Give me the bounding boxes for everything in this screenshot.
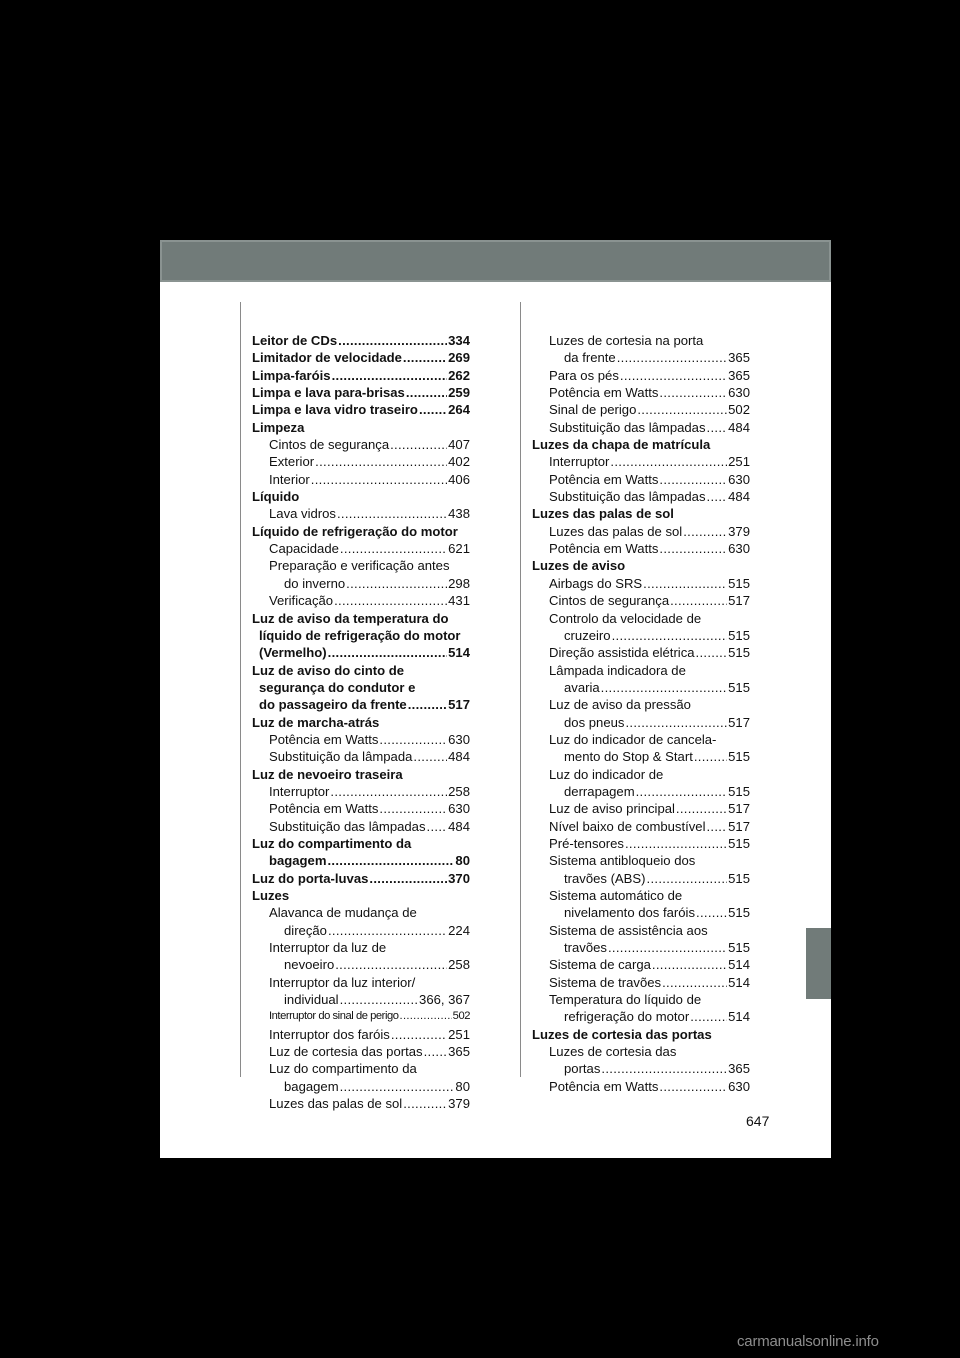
dot-leader: [335, 956, 447, 973]
entry-page-ref: 630: [728, 471, 750, 487]
entry-term: Sistema de travões: [549, 974, 662, 990]
entry-term: Exterior: [269, 454, 315, 470]
manual-page: [160, 240, 831, 1158]
entry-page-ref: 334: [448, 333, 470, 348]
index-entry: [252, 1008, 470, 1025]
dot-leader: [620, 367, 727, 384]
dot-leader: [340, 540, 447, 557]
index-subheading: Preparação e verificação antes: [269, 558, 450, 574]
dot-leader: [328, 644, 447, 661]
index-subheading: Lâmpada indicadora de: [549, 662, 686, 678]
entry-term: mento do Stop & Start: [564, 749, 693, 765]
dot-leader: [408, 696, 447, 713]
index-entry: [532, 1008, 750, 1025]
index-entry: [252, 1043, 470, 1060]
entry-term: Potência em Watts: [549, 385, 659, 401]
entry-page-ref: 514: [448, 645, 470, 661]
index-heading: Líquido de refrigeração do motor: [252, 523, 458, 539]
index-entry: [532, 627, 750, 644]
dot-leader: [706, 818, 727, 835]
entry-page-ref: 80: [455, 1078, 470, 1094]
entry-term: Cintos de segurança: [269, 437, 390, 453]
index-heading: Luzes de aviso: [532, 558, 626, 574]
dot-leader: [332, 367, 448, 384]
entry-page-ref: 630: [448, 801, 470, 817]
entry-term: Para os pés: [549, 367, 619, 383]
entry-page-ref: 515: [728, 940, 750, 956]
dot-leader: [369, 870, 447, 887]
entry-term: (Vermelho): [259, 645, 327, 661]
index-entry: [532, 384, 750, 401]
dot-leader: [659, 384, 727, 401]
entry-page-ref: 514: [728, 974, 750, 990]
entry-page-ref: 515: [728, 679, 750, 695]
entry-term: Luz de aviso principal: [549, 801, 675, 817]
index-entry: [532, 540, 750, 557]
entry-page-ref: 515: [728, 645, 750, 661]
dot-leader: [694, 748, 727, 765]
dot-leader: [413, 748, 447, 765]
index-entry: [252, 575, 470, 592]
dot-leader: [696, 904, 727, 921]
dot-leader: [379, 800, 447, 817]
entry-page-ref: 407: [448, 437, 470, 453]
entry-term: Limitador de velocidade: [252, 350, 402, 366]
index-entry: [252, 748, 470, 765]
entry-page-ref: 502: [728, 402, 750, 418]
index-heading: segurança do condutor e: [259, 679, 416, 695]
index-entry: [532, 800, 750, 817]
entry-page-ref: 517: [728, 714, 750, 730]
dot-leader: [637, 401, 727, 418]
index-entry: [532, 956, 750, 973]
index-heading: Luzes da chapa de matrícula: [532, 437, 711, 453]
entry-term: Lava vidros: [269, 506, 336, 522]
dot-leader: [652, 956, 727, 973]
entry-page-ref: 379: [448, 1096, 470, 1112]
entry-page-ref: 224: [448, 922, 470, 938]
entry-page-ref: 630: [728, 385, 750, 401]
index-subheading: Sistema antibloqueio dos: [549, 853, 696, 869]
dot-leader: [690, 1008, 727, 1025]
index-heading: Luz de aviso do cinto de: [252, 662, 405, 678]
entry-page-ref: 298: [448, 575, 470, 591]
dot-leader: [625, 714, 727, 731]
entry-page-ref: 515: [728, 575, 750, 591]
index-entry: [252, 1095, 470, 1112]
column-rule-right: [520, 302, 521, 1077]
index-entry: [532, 783, 750, 800]
entry-term: individual: [284, 992, 339, 1008]
index-entry: [252, 1078, 470, 1095]
dot-leader: [612, 627, 728, 644]
dot-leader: [379, 731, 447, 748]
index-entry: [532, 419, 750, 436]
page-number: 647: [746, 1113, 770, 1129]
index-subheading: Sistema de assistência aos: [549, 922, 708, 938]
dot-leader: [328, 922, 447, 939]
index-entry: [252, 731, 470, 748]
entry-term: bagagem: [284, 1078, 339, 1094]
index-heading: Luzes: [252, 888, 290, 903]
entry-term: direção: [284, 922, 327, 938]
dot-leader: [427, 818, 448, 835]
chapter-tab: [806, 928, 831, 999]
entry-term: travões: [564, 940, 607, 956]
entry-page-ref: 379: [728, 523, 750, 539]
dot-leader: [608, 939, 727, 956]
index-entry: [532, 818, 750, 835]
entry-page-ref: 484: [728, 419, 750, 435]
entry-term: da frente: [564, 350, 616, 366]
index-entry: [532, 1078, 750, 1095]
index-entry: [532, 367, 750, 384]
index-entry: [252, 783, 470, 800]
index-entry: [532, 401, 750, 418]
entry-page-ref: 365: [728, 367, 750, 383]
entry-term: Cintos de segurança: [549, 593, 670, 609]
entry-page-ref: 406: [448, 471, 470, 487]
index-entry: [532, 835, 750, 852]
dot-leader: [340, 1078, 455, 1095]
index-entry: [532, 644, 750, 661]
entry-page-ref: 517: [728, 593, 750, 609]
entry-page-ref: 258: [448, 783, 470, 799]
entry-term: Potência em Watts: [549, 471, 659, 487]
dot-leader: [406, 384, 447, 401]
index-entry: [532, 488, 750, 505]
entry-page-ref: 515: [728, 870, 750, 886]
index-entry: [252, 471, 470, 488]
dot-leader: [337, 505, 447, 522]
index-column-right: [532, 332, 750, 1095]
index-entry: [532, 453, 750, 470]
entry-term: Interior: [269, 471, 310, 487]
index-entry: [252, 696, 470, 713]
entry-page-ref: 269: [448, 350, 470, 366]
dot-leader: [676, 800, 727, 817]
dot-leader: [601, 679, 727, 696]
index-entry: [252, 540, 470, 557]
dot-leader: [707, 419, 728, 436]
entry-page-ref: 365: [728, 1061, 750, 1077]
index-subheading: Sistema automático de: [549, 888, 683, 903]
entry-page-ref: 402: [448, 454, 470, 470]
dot-leader: [334, 592, 447, 609]
entry-term: Luzes das palas de sol: [549, 523, 683, 539]
index-heading: Luzes das palas de sol: [532, 506, 674, 522]
index-entry: [532, 523, 750, 540]
index-entry: [252, 870, 470, 887]
index-entry: [252, 991, 470, 1008]
entry-term: Sinal de perigo: [549, 402, 637, 418]
dot-leader: [610, 453, 727, 470]
index-subheading: Interruptor da luz de: [269, 940, 387, 956]
dot-leader: [625, 835, 727, 852]
entry-page-ref: 484: [448, 818, 470, 834]
index-entry: [252, 1026, 470, 1043]
entry-page-ref: 515: [728, 783, 750, 799]
dot-leader: [696, 644, 728, 661]
index-heading: Luz do compartimento da: [252, 835, 412, 851]
entry-page-ref: 259: [448, 385, 470, 401]
index-subheading: Interruptor da luz interior/: [269, 974, 416, 990]
index-entry: [252, 505, 470, 522]
entry-term: do passageiro da frente: [259, 697, 407, 713]
entry-term: Substituição da lâmpada: [269, 749, 413, 765]
entry-page-ref: 630: [728, 541, 750, 557]
entry-page-ref: 365: [728, 350, 750, 366]
entry-page-ref: 251: [728, 454, 750, 470]
entry-page-ref: 366, 367: [419, 992, 470, 1008]
index-entry: [532, 748, 750, 765]
dot-leader: [647, 870, 728, 887]
index-heading: Limpeza: [252, 419, 305, 435]
entry-term: Verificação: [269, 593, 334, 609]
index-entry: [532, 974, 750, 991]
dot-leader: [670, 592, 727, 609]
index-entry: [532, 939, 750, 956]
dot-leader: [340, 991, 418, 1008]
index-entry: [252, 852, 470, 869]
dot-leader: [424, 1043, 448, 1060]
index-entry: [252, 332, 470, 349]
entry-term: Substituição das lâmpadas: [549, 419, 706, 435]
index-entry: [532, 592, 750, 609]
entry-term: Airbags do SRS: [549, 575, 643, 591]
dot-leader: [346, 575, 447, 592]
index-entry: [532, 349, 750, 366]
entry-term: avaria: [564, 679, 600, 695]
dot-leader: [400, 1008, 452, 1025]
dot-leader: [707, 488, 728, 505]
entry-term: Interruptor: [549, 454, 610, 470]
index-subheading: Controlo da velocidade de: [549, 610, 702, 626]
entry-page-ref: 630: [448, 731, 470, 747]
index-entry: [532, 575, 750, 592]
entry-term: Interruptor do sinal de perigo: [269, 1010, 399, 1023]
index-column-left: [252, 332, 470, 1112]
entry-page-ref: 258: [448, 957, 470, 973]
entry-term: Luzes das palas de sol: [269, 1096, 403, 1112]
entry-term: travões (ABS): [564, 870, 646, 886]
entry-page-ref: 80: [455, 853, 470, 869]
entry-term: Sistema de carga: [549, 957, 651, 973]
entry-term: Capacidade: [269, 541, 339, 557]
entry-page-ref: 365: [448, 1044, 470, 1060]
entry-page-ref: 484: [448, 749, 470, 765]
dot-leader: [311, 471, 447, 488]
dot-leader: [683, 523, 727, 540]
entry-term: cruzeiro: [564, 627, 611, 643]
entry-page-ref: 517: [728, 801, 750, 817]
index-subheading: Luzes de cortesia na porta: [549, 333, 704, 348]
entry-term: Potência em Watts: [269, 731, 379, 747]
entry-term: Limpa e lava para-brisas: [252, 385, 405, 401]
dot-leader: [391, 1026, 447, 1043]
dot-leader: [659, 1078, 727, 1095]
entry-page-ref: 370: [448, 870, 470, 886]
entry-page-ref: 264: [448, 402, 470, 418]
entry-term: refrigeração do motor: [564, 1009, 690, 1025]
dot-leader: [327, 852, 454, 869]
dot-leader: [662, 974, 727, 991]
entry-term: Substituição das lâmpadas: [549, 489, 706, 505]
index-heading: Líquido: [252, 489, 300, 505]
dot-leader: [338, 332, 447, 349]
entry-term: Leitor de CDs: [252, 333, 338, 348]
dot-leader: [643, 575, 727, 592]
index-entry: [532, 714, 750, 731]
dot-leader: [315, 453, 447, 470]
index-heading: Luz de aviso da temperatura do: [252, 610, 449, 626]
entry-page-ref: 431: [448, 593, 470, 609]
dot-leader: [636, 783, 728, 800]
index-subheading: Luz de aviso da pressão: [549, 697, 691, 713]
entry-term: Substituição das lâmpadas: [269, 818, 426, 834]
index-subheading: Temperatura do líquido de: [549, 992, 702, 1008]
index-entry: [252, 384, 470, 401]
index-entry: [252, 401, 470, 418]
entry-page-ref: 515: [728, 835, 750, 851]
index-heading: Luz de nevoeiro traseira: [252, 766, 403, 782]
entry-page-ref: 515: [728, 905, 750, 921]
entry-page-ref: 438: [448, 506, 470, 522]
entry-term: nivelamento dos faróis: [564, 905, 696, 921]
entry-term: Potência em Watts: [549, 541, 659, 557]
header-band: [160, 240, 831, 282]
index-entry: [252, 644, 470, 661]
entry-term: Limpa e lava vidro traseiro: [252, 402, 418, 418]
index-entry: [252, 800, 470, 817]
index-heading: Luzes de cortesia das portas: [532, 1026, 712, 1042]
entry-page-ref: 515: [728, 627, 750, 643]
index-subheading: Luz do indicador de: [549, 766, 664, 782]
entry-term: bagagem: [269, 853, 327, 869]
dot-leader: [419, 401, 447, 418]
entry-page-ref: 630: [728, 1078, 750, 1094]
dot-leader: [659, 471, 727, 488]
column-rule-left: [240, 302, 241, 1077]
entry-term: Direção assistida elétrica: [549, 645, 695, 661]
index-entry: [252, 818, 470, 835]
dot-leader: [601, 1060, 727, 1077]
entry-page-ref: 484: [728, 489, 750, 505]
watermark: carmanualsonline.info: [737, 1333, 879, 1350]
index-entry: [252, 453, 470, 470]
entry-term: Limpa-faróis: [252, 367, 331, 383]
index-entry: [532, 471, 750, 488]
entry-term: Luz do porta-luvas: [252, 870, 369, 886]
entry-term: Interruptor: [269, 783, 330, 799]
dot-leader: [617, 349, 727, 366]
entry-term: Pré-tensores: [549, 835, 624, 851]
entry-page-ref: 514: [728, 957, 750, 973]
index-heading: líquido de refrigeração do motor: [259, 627, 461, 643]
dot-leader: [390, 436, 447, 453]
index-entry: [532, 870, 750, 887]
dot-leader: [403, 349, 447, 366]
index-entry: [252, 956, 470, 973]
entry-page-ref: 515: [728, 749, 750, 765]
entry-term: do inverno: [284, 575, 346, 591]
index-entry: [532, 679, 750, 696]
index-subheading: Alavanca de mudança de: [269, 905, 417, 921]
entry-term: derrapagem: [564, 783, 635, 799]
entry-term: dos pneus: [564, 714, 625, 730]
entry-term: Luz de cortesia das portas: [269, 1044, 423, 1060]
index-entry: [532, 904, 750, 921]
entry-term: nevoeiro: [284, 957, 335, 973]
index-heading: Luz de marcha-atrás: [252, 714, 380, 730]
index-entry: [252, 349, 470, 366]
entry-page-ref: 251: [448, 1026, 470, 1042]
index-entry: [252, 367, 470, 384]
dot-leader: [330, 783, 447, 800]
entry-page-ref: 262: [448, 367, 470, 383]
entry-term: Potência em Watts: [549, 1078, 659, 1094]
index-subheading: Luzes de cortesia das: [549, 1044, 677, 1060]
index-entry: [252, 922, 470, 939]
index-entry: [252, 592, 470, 609]
index-entry: [532, 1060, 750, 1077]
dot-leader: [659, 540, 727, 557]
index-subheading: Luz do indicador de cancela-: [549, 731, 717, 747]
entry-page-ref: 621: [448, 541, 470, 557]
entry-page-ref: 514: [728, 1009, 750, 1025]
entry-page-ref: 502: [452, 1010, 470, 1023]
dot-leader: [403, 1095, 447, 1112]
entry-page-ref: 517: [728, 818, 750, 834]
entry-term: Nível baixo de combustível: [549, 818, 706, 834]
index-entry: [252, 436, 470, 453]
index-subheading: Luz do compartimento da: [269, 1061, 417, 1077]
entry-term: portas: [564, 1061, 601, 1077]
entry-page-ref: 517: [448, 697, 470, 713]
entry-term: Potência em Watts: [269, 801, 379, 817]
entry-term: Interruptor dos faróis: [269, 1026, 390, 1042]
